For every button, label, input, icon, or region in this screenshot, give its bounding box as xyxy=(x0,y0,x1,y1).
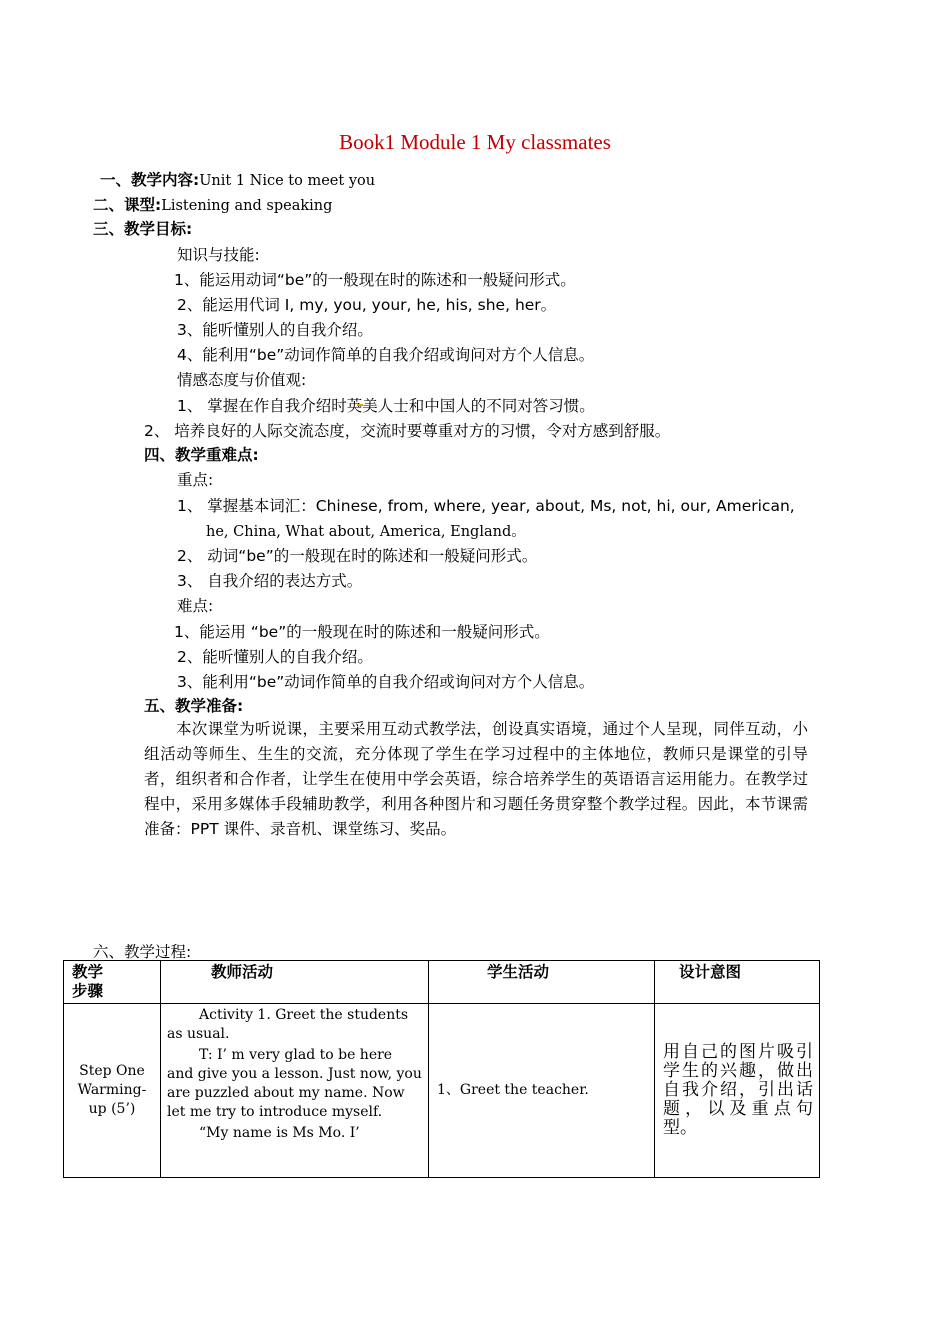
table-header-row xyxy=(64,961,820,1004)
knowledge-label: 知识与技能: xyxy=(177,246,260,264)
key-item: 1、 掌握基本词汇：Chinese, from, where, year, about, Ms, not, hi, our, American, xyxy=(177,497,795,515)
emotion-label: 情感态度与价值观: xyxy=(177,371,307,389)
section-value: Unit 1 Nice to meet you xyxy=(199,173,376,189)
section-preparation-heading: 五、教学准备: xyxy=(144,697,244,715)
table-row xyxy=(64,1004,820,1178)
header-step: 教学步骤 xyxy=(64,961,161,1004)
objective-item: 1、 掌握在作自我介绍时英美人士和中国人的不同对答习惯。 xyxy=(177,397,595,415)
section-process-heading: 六、教学过程: xyxy=(93,943,192,961)
difficulty-item: 3、能利用“be”动词作简单的自我介绍或询问对方个人信息。 xyxy=(177,673,595,691)
section-keypoints-heading: 四、教学重难点: xyxy=(144,446,259,464)
section-label: 二、课型: xyxy=(93,196,162,214)
teaching-process-table xyxy=(63,960,820,1178)
objective-item: 1、能运用动词“be”的一般现在时的陈述和一般疑问形式。 xyxy=(174,271,576,289)
key-item-continued: he, China, What about, America, England。 xyxy=(206,524,526,540)
cell-step: Step One Warming-up (5’) xyxy=(64,1004,161,1178)
key-item: 2、 动词“be”的一般现在时的陈述和一般疑问形式。 xyxy=(177,547,538,565)
difficulty-item: 2、能听懂别人的自我介绍。 xyxy=(177,648,373,666)
key-item: 3、 自我介绍的表达方式。 xyxy=(177,572,363,590)
objective-item: 2、能运用代词 I, my, you, your, he, his, she, her。 xyxy=(177,296,557,314)
difficulty-item: 1、能运用 “be”的一般现在时的陈述和一般疑问形式。 xyxy=(174,623,550,641)
document-title: Book1 Module 1 My classmates xyxy=(339,130,611,154)
section-objectives-heading: 三、教学目标: xyxy=(93,220,193,238)
difficulty-label: 难点: xyxy=(177,597,214,615)
header-teacher: 教师活动 xyxy=(161,961,429,1004)
section-content xyxy=(100,168,375,190)
cell-student: 1、Greet the teacher. xyxy=(429,1004,655,1178)
header-intent: 设计意图 xyxy=(655,961,820,1004)
objective-item: 2、 培养良好的人际交流态度，交流时要尊重对方的习惯，令对方感到舒服。 xyxy=(144,422,671,440)
section-label: 一、教学内容: xyxy=(100,171,200,189)
section-value: Listening and speaking xyxy=(161,198,333,214)
objective-item: 4、能利用“be”动词作简单的自我介绍或询问对方个人信息。 xyxy=(177,346,595,364)
header-student: 学生活动 xyxy=(429,961,655,1004)
preparation-paragraph: 本次课堂为听说课，主要采用互动式教学法，创设真实语境，通过个人呈现，同伴互动，小组活动等师生、生生的交流，充分体现了学生在学习过程中的主体地位，教师只是课堂的引导者，组织者和合作者，让学生在使用中学会英语，综合培养学生的英语语言运用能力。在教学过程中，采用多媒体手段辅助教学，利用各种图片和习题任务贯穿整个教学过程。因此，本节课需准备：PPT 课件、录音机、课堂练习、奖品。 xyxy=(144,720,808,838)
cell-teacher: Activity 1. Greet the students as usual. T: I’ m very glad to be here and give you a lesson. Just now, you are puzzled about my name. Now let me try to introduce myself. “My name is Ms Mo. I’ xyxy=(161,1004,429,1178)
key-label: 重点: xyxy=(177,471,214,489)
cell-intent: 用自己的图片吸引学生的兴趣，做出自我介绍，引出话题，以及重点句型。 xyxy=(655,1004,820,1178)
highlight-mark xyxy=(357,400,363,406)
objective-item: 3、能听懂别人的自我介绍。 xyxy=(177,321,373,339)
section-lesson-type xyxy=(93,193,332,215)
